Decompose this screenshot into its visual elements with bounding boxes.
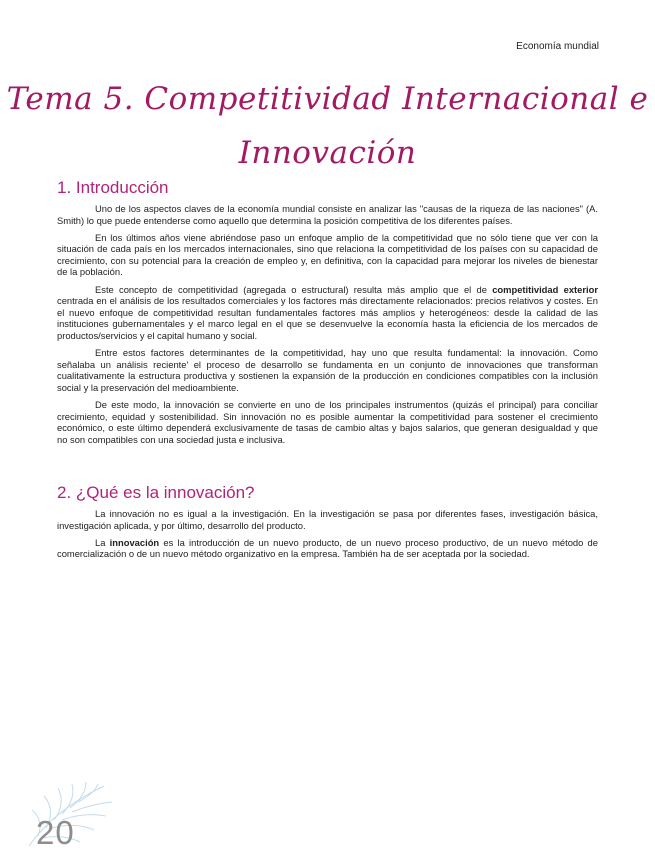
- bold-term: competitividad exterior: [492, 283, 598, 295]
- paragraph: Entre estos factores determinantes de la competitividad, hay uno que resulta fundamental: la innovación. Como señalaba un análisis reciente' el proceso de desarrollo se fundamenta en un conjunto de innovaciones que transforman cualitativamente la estructura productiva y sostienen la expansión de la producción en condiciones compatibles con la inclusión social y la preservación del medioambiente.: [57, 347, 598, 393]
- text-run: es la introducción de un nuevo producto, de un nuevo proceso productivo, de un nuevo método de comercialización o de un nuevo método organizativo en la empresa. También ha de ser aceptada por la sociedad.: [57, 536, 598, 560]
- bold-term: innovación: [109, 536, 160, 548]
- paragraph: De este modo, la innovación se convierte en uno de los principales instrumentos (quizás el principal) para conciliar crecimiento, equidad y sostenibilidad. Sin innovación no es posible aumentar la competitividad para sostener el crecimiento económico, o este último dependerá exclusivamente de tasas de cambio altas y bajos salarios, que generan desigualdad y que no son compatibles con una sociedad justa e inclusiva.: [57, 398, 598, 445]
- section-body-introduction: [57, 203, 598, 451]
- text-run: Este concepto de competitividad (agregada o estructural) resulta más amplio que el de: [95, 283, 493, 295]
- chapter-title-line-1: Tema 5. Competitividad Internacional e: [6, 81, 649, 117]
- section-body-what-is-innovation: [57, 508, 598, 565]
- paragraph: [57, 284, 598, 342]
- text-run: La: [95, 536, 110, 548]
- paragraph: Uno de los aspectos claves de la economía mundial consiste en analizar las "causas de la riqueza de las naciones" (A. Smith) lo que puede entenderse como aquello que determina la posición competitiva de los diferentes países.: [57, 203, 598, 226]
- running-header: Economía mundial: [516, 41, 599, 52]
- paragraph: La innovación no es igual a la investigación. En la investigación se pasa por diferentes fases, investigación básica, investigación aplicada, y por último, desarrollo del producto.: [57, 508, 598, 531]
- paragraph: [57, 537, 598, 560]
- page-number: 20: [36, 814, 75, 851]
- chapter-title: [0, 72, 655, 180]
- section-heading-introduction: 1. Introducción: [57, 178, 169, 197]
- text-run: centrada en el análisis de los resultados comerciales y los factores más directamente relacionados: precios relativos y costes. En el nuevo enfoque de competitividad resultan fundamentales factores más amplios y heterogéneos: desde la calidad de las instituciones gubernamentales y el marco legal en el que se desenvuelve la economía hasta la eficiencia de los mercados de productos/servicios y el capital humano y social.: [57, 295, 598, 341]
- paragraph: En los últimos años viene abriéndose paso un enfoque amplio de la competitividad que no sólo tiene que ver con la situación de cada país en los mercados internacionales, sino que relaciona la competitividad de los países con su capacidad de crecimiento, con su potencial para la creación de empleo y, en definitiva, con la capacidad para mejorar los niveles de bienestar de la población.: [57, 231, 598, 278]
- chapter-title-line-2: Innovación: [238, 135, 417, 171]
- section-heading-what-is-innovation: 2. ¿Qué es la innovación?: [57, 483, 255, 502]
